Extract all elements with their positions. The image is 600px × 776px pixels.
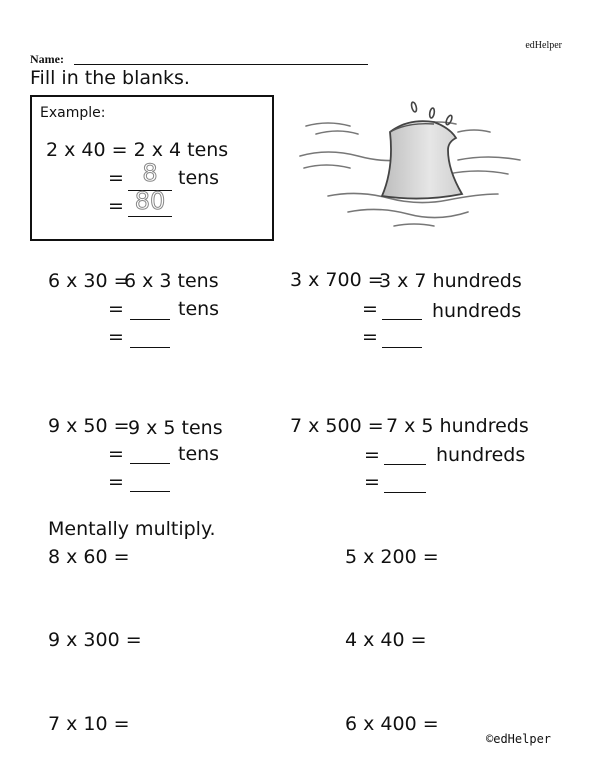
mental-problem-5: 7 x 10 =	[48, 713, 130, 735]
problem-1-eq-1: =	[108, 298, 124, 320]
problem-2-right: 3 x 7 hundreds	[379, 270, 522, 292]
mental-problem-2: 5 x 200 =	[345, 546, 439, 568]
problem-2-blank-1[interactable]	[382, 318, 422, 320]
example-blank-2	[128, 215, 172, 217]
problem-4-unit: hundreds	[436, 444, 526, 466]
problem-1-right: 6 x 3 tens	[124, 270, 219, 292]
problem-4-eq-1: =	[364, 444, 380, 466]
problem-4-blank-2[interactable]	[384, 491, 426, 493]
example-answer-value	[128, 187, 172, 215]
mental-problem-1: 8 x 60 =	[48, 546, 130, 568]
problem-3-right: 9 x 5 tens	[128, 417, 223, 439]
brand-label: edHelper	[525, 40, 562, 51]
problem-1-blank-2[interactable]	[130, 346, 170, 348]
mental-problem-4: 4 x 40 =	[345, 629, 427, 651]
problem-1-blank-1[interactable]	[130, 318, 170, 320]
name-line[interactable]	[74, 64, 368, 65]
problem-2-blank-2[interactable]	[382, 346, 422, 348]
example-answer-tens	[128, 159, 172, 187]
copyright: ©edHelper	[486, 732, 552, 746]
example-line1: 2 x 40 = 2 x 4 tens	[46, 139, 229, 161]
handwritten-answer: 8	[142, 159, 158, 187]
problem-3-eq-1: =	[108, 443, 124, 465]
instructions-fill: Fill in the blanks.	[30, 67, 190, 89]
example-eq-1: =	[108, 167, 124, 189]
shark-fin-illustration	[298, 98, 528, 238]
problem-4-blank-1[interactable]	[384, 463, 426, 465]
problem-4-right: 7 x 5 hundreds	[386, 415, 529, 437]
problem-1-unit: tens	[178, 298, 220, 320]
problem-2-left: 3 x 700 =	[290, 269, 384, 291]
name-label: Name:	[30, 52, 64, 66]
problem-3-left: 9 x 50 =	[48, 415, 130, 437]
problem-3-blank-2[interactable]	[130, 490, 170, 492]
problem-1-eq-2: =	[108, 326, 124, 348]
example-label: Example:	[40, 105, 106, 121]
problem-4-eq-2: =	[364, 471, 380, 493]
mental-problem-6: 6 x 400 =	[345, 713, 439, 735]
problem-3-blank-1[interactable]	[130, 462, 170, 464]
instructions-mental: Mentally multiply.	[48, 518, 216, 540]
example-eq-2: =	[108, 195, 124, 217]
problem-2-eq-1: =	[362, 298, 378, 320]
problem-2-eq-2: =	[362, 326, 378, 348]
problem-4-left: 7 x 500 =	[290, 415, 384, 437]
problem-2-unit: hundreds	[432, 300, 522, 322]
problem-1-left: 6 x 30 =	[48, 270, 130, 292]
problem-3-unit: tens	[178, 443, 220, 465]
fin-shape	[382, 121, 462, 198]
handwritten-answer: 80	[134, 187, 166, 215]
mental-problem-3: 9 x 300 =	[48, 629, 142, 651]
example-tens-word: tens	[178, 167, 220, 189]
problem-3-eq-2: =	[108, 471, 124, 493]
example-box	[30, 95, 274, 241]
